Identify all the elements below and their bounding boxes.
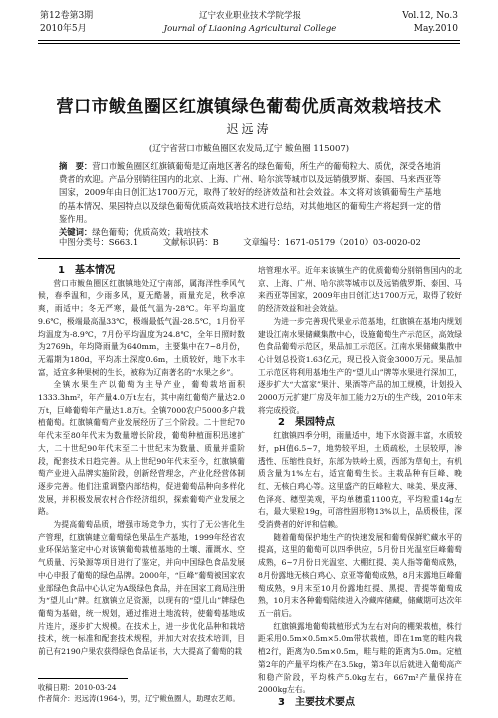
paragraph: 红旗镇露地葡萄栽植形式为左右对向的棚架栽植，株行距采用0.5m×0.5m×5.0m带状栽植，即在1m宽的畦内栽植2行，距离为0.5m×0.5m，畦与畦的距离为5.0m。定植第2年的产量平均株产在3.5kg，第3年以后就进入葡萄高产和稳产阶段，平均株产5.0kg左右，667m²产量保持在2000kg左右。 [258, 621, 462, 695]
classification-line [59, 236, 459, 248]
article-number: 文章编号：1671-05179（2010）03-0020-02 [243, 237, 421, 247]
date-en: May.2010 [413, 24, 458, 34]
header-center [150, 10, 350, 36]
keywords-label: 关键词： [59, 227, 93, 238]
section-heading-2: 2 果园特点 [278, 417, 335, 429]
footnote [38, 682, 248, 704]
received-date: 收稿日期：2010-03-24 [38, 683, 117, 692]
paragraph: 为提高葡萄品质，增强市场竞争力，实行了无公害化生产管理，红旗镇建立葡萄绿色果品生产基地，1999年经省农业环保站鉴定中心对该镇葡萄栽植基地的土壤、灌溉水、空气质量、污染源等项目进行了鉴定，并向中国绿色食品发展中心申报了葡萄的绿色品牌。2000年，“巨峰”葡萄被国家农业部绿色食品中心认定为A级绿色食品，并在国家工商局注册为“望儿山”牌。红旗镇立足资源，以现有的“望儿山”牌绿色葡萄为基础，统一规划，通过推进土地流转，使葡萄基地成片连片，逐步扩大规模。在技术上，进一步优化品种和栽培技术，统一标准和配套技术规程，并加大对农技术培训，目前已有2190户果农获得绿色食品证书，大大提高了葡萄的栽 [38, 520, 245, 657]
paragraph: 全镇水果生产以葡萄为主导产业，葡萄栽培面积1333.3hm²，年产量4.0万t左右，其中南红葡萄产量达2.0万t，巨峰葡萄年产量达1.8万t。全镇7000农户5000多户栽植葡萄。红旗镇葡萄产业发展经历了三个阶段。二十世纪70年代末至80年代末为数量增长阶段，葡萄种植面积迅速扩大，二十世纪90年代末至二十世纪末为数量、质量并重阶段，配套技术日趋完善。从上世纪90年代末至今，红旗镇葡萄产业进入品牌实施阶段，创新经营理念，产业化经营体制逐步完善。他们注重调整内部结构，促进葡萄品种向多样化发展，并积极发展农村合作经济组织，探索葡萄产业发展之路。 [38, 380, 245, 517]
paragraph: 红旗镇四季分明，雨量适中，地下水资源丰富，水质较好，pH值6.5~7，地势较平坦，土质疏松，土层较厚，渗透性、压缩性良好，东部为铁岭土质，西部为草甸土，有机质含量为1%左右，适宜葡萄生长。主栽品种有巨峰、晚红、无核白鸡心等。这里盛产的巨峰粒大、味美、果皮薄、色泽亮、穗型美观，平均单穗重1100克，平均粒重14g左右，最大果粒19g，可溶性固形物13%以上，品质极佳，深受消费者的好评和信赖。 [258, 431, 462, 530]
paragraph: 为进一步完善现代果业示范基地，红旗镇在基地内规划建设江南水果储藏集散中心，设施葡萄生产示范区，高效绿色食品葡萄示范区，果品加工示范区。江南水果储藏集散中心计划总投资1.63亿元，现已投入资金3000万元。果品加工示范区将利用基地生产的“望儿山”牌等水果进行深加工，逐步扩大“大富家”果汁、果酒等产品的加工规模，计划投入2000万元扩建厂房及年加工能力2万t的生产线，2010年末将完成投资。 [258, 316, 462, 415]
right-column [258, 265, 462, 710]
clc-number: 中图分类号：S663.1 [59, 237, 139, 247]
volume-en: Vol.12, No.3 [402, 11, 458, 21]
footnote-rule [38, 678, 128, 679]
keywords-text: 绿色葡萄；优质高效；栽培技术 [92, 227, 209, 238]
header-right [402, 10, 458, 36]
paragraph: 随着葡萄保护地生产的快速发展和葡萄保鲜贮藏水平的提高，这里的葡萄可以四季供应，5月份日光温室巨峰葡萄成熟，6~7月份日光温室、大棚红提、美人指等葡萄成熟，8月份露地无核白鸡心、京亚等葡萄成熟，8月末露地巨峰葡萄成熟，9月末至10月份露地红提、黑提、青提等葡萄成熟，10月末各种葡萄陆续进入冷藏库储藏，储藏期可达次年五一前后。 [258, 532, 462, 618]
left-column [38, 265, 245, 659]
section-heading-1: 1 基本情况 [58, 265, 115, 276]
document-code: 文献标识码：B [162, 237, 219, 247]
header-rule-thick [38, 40, 460, 41]
running-header [0, 0, 498, 44]
author-name: 迟远涛 [226, 122, 272, 136]
date-cn: 2010年5月 [40, 24, 87, 34]
journal-name-cn: 辽宁农业职业技术学院学报 [198, 11, 301, 21]
paragraph: 营口市鲅鱼圈区红旗镇地处辽宁南部，属海洋性季风气候，春季温和，少雨多风，夏无酷暑，雨量充足，秋季凉爽，雨适中；冬无严寒，最低气温为-28℃。年平均温度9.6℃，极端最高温33℃，极端最低气温-28.5℃，1月份平均温度为-8.9℃，7月份平均温度为24.8℃，全年日照时数为2769h，年均降雨量为640mm，主要集中在7~8月份，无霜期为180d，平均冻土深度0.6m，土质较好，地下水丰富，适宜多种果树的生长，被称为辽南著名的“水果之乡”。 [38, 278, 245, 377]
article-title: 营口市鲅鱼圈区红旗镇绿色葡萄优质高效栽培技术 [56, 97, 442, 117]
header-rule-thin [38, 43, 460, 44]
author-bio: 作者简介：迟远涛(1964-)，男，辽宁鲅鱼圈人，助理农艺师。 [38, 694, 240, 703]
paragraph: 培管理水平。近年来该镇生产的优质葡萄分别销售国内的北京、上海、广州、哈尔滨等城市以及远销俄罗斯、泰国、马来西亚等国家，2009年由日创汇达1700万元，取得了较好的经济效益和社会效益。 [258, 266, 462, 314]
header-left [40, 10, 93, 36]
abstract-block [59, 160, 441, 239]
section-heading-3: 3 主要技术要点 [278, 696, 355, 708]
abstract-text: 营口市鲅鱼圈区红旗镇葡萄是辽南地区著名的绿色葡萄，所生产的葡萄粒大、质优，深受各地消费者的欢迎。产品分别销往国内的北京、上海、广州、哈尔滨等城市以及远销俄罗斯、泰国、马来西亚等国家，2009年由日创汇达1700万元，取得了较好的经济效益和社会效益。本文将对该镇葡萄生产基地的基本情况、果园特点以及绿色葡萄优质高效栽培技术进行总结，对其他地区的葡萄生产将起到一定的借鉴作用。 [59, 161, 441, 224]
author-affiliation: (辽宁省营口市鲅鱼圈区农发局,辽宁 鲅鱼圈 115007) [148, 144, 350, 154]
abstract-divider [38, 258, 460, 259]
abstract-label: 摘 要： [59, 161, 93, 171]
journal-name-en: Journal of Liaoning Agricultural College [163, 24, 337, 34]
volume-cn: 第12卷第3期 [40, 11, 94, 21]
